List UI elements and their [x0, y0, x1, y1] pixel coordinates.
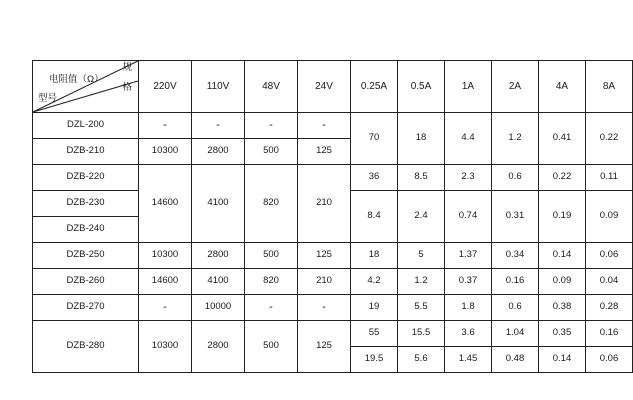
cell-current: 1.45	[445, 347, 492, 373]
cell-current: 70	[351, 113, 398, 165]
cell-current: 19	[351, 295, 398, 321]
spec-table-container	[32, 60, 619, 373]
cell-model: DZB-260	[33, 269, 139, 295]
table-row	[33, 295, 633, 321]
cell-current: 0.22	[586, 113, 633, 165]
header-current-1a: 1A	[445, 61, 492, 113]
cell-current: 0.11	[586, 165, 633, 191]
cell-voltage: 500	[245, 321, 298, 373]
cell-voltage: 820	[245, 165, 298, 243]
corner-label-spec-top: 规	[122, 62, 132, 73]
cell-voltage: 500	[245, 243, 298, 269]
cell-current: 0.34	[492, 243, 539, 269]
cell-current: 0.09	[539, 269, 586, 295]
cell-current: 1.2	[398, 269, 445, 295]
cell-current: 0.6	[492, 165, 539, 191]
specification-table	[32, 60, 633, 373]
cell-voltage: 10300	[139, 321, 192, 373]
table-row	[33, 113, 633, 139]
cell-current: 0.06	[586, 347, 633, 373]
header-voltage-48v: 48V	[245, 61, 298, 113]
table-row	[33, 321, 633, 347]
header-voltage-110v: 110V	[192, 61, 245, 113]
cell-model: DZB-240	[33, 217, 139, 243]
cell-current: 0.16	[492, 269, 539, 295]
cell-current: 5.6	[398, 347, 445, 373]
cell-current: 0.14	[539, 347, 586, 373]
table-row	[33, 165, 633, 191]
cell-current: 55	[351, 321, 398, 347]
cell-current: 0.48	[492, 347, 539, 373]
cell-current: 1.8	[445, 295, 492, 321]
cell-current: 0.04	[586, 269, 633, 295]
cell-voltage: 10000	[192, 295, 245, 321]
header-voltage-220v: 220V	[139, 61, 192, 113]
cell-voltage: 125	[298, 321, 351, 373]
cell-voltage: 125	[298, 243, 351, 269]
cell-voltage: 2800	[192, 139, 245, 165]
cell-current: 18	[398, 113, 445, 165]
cell-voltage: 4100	[192, 165, 245, 243]
cell-voltage: 2800	[192, 321, 245, 373]
corner-label-spec-bottom: 格	[122, 82, 132, 93]
table-row	[33, 243, 633, 269]
cell-voltage: -	[245, 113, 298, 139]
cell-current: 0.09	[586, 191, 633, 243]
cell-current: 2.3	[445, 165, 492, 191]
cell-current: 19.5	[351, 347, 398, 373]
header-current-05a: 0.5A	[398, 61, 445, 113]
cell-current: 0.41	[539, 113, 586, 165]
cell-current: 0.6	[492, 295, 539, 321]
header-current-8a: 8A	[586, 61, 633, 113]
header-current-025a: 0.25A	[351, 61, 398, 113]
cell-model: DZB-230	[33, 191, 139, 217]
header-corner-cell	[33, 61, 139, 113]
cell-voltage: -	[245, 295, 298, 321]
cell-voltage: 14600	[139, 165, 192, 243]
cell-current: 15.5	[398, 321, 445, 347]
cell-model: DZB-270	[33, 295, 139, 321]
cell-voltage: 2800	[192, 243, 245, 269]
cell-current: 0.14	[539, 243, 586, 269]
header-voltage-24v: 24V	[298, 61, 351, 113]
cell-voltage: -	[298, 113, 351, 139]
cell-current: 5.5	[398, 295, 445, 321]
cell-voltage: 4100	[192, 269, 245, 295]
cell-voltage: 500	[245, 139, 298, 165]
header-current-2a: 2A	[492, 61, 539, 113]
cell-current: 8.5	[398, 165, 445, 191]
cell-current: 0.16	[586, 321, 633, 347]
cell-current: 0.06	[586, 243, 633, 269]
corner-label-resistance: 电阻值（Ω）	[49, 74, 104, 85]
cell-current: 4.2	[351, 269, 398, 295]
cell-current: 4.4	[445, 113, 492, 165]
cell-model: DZB-210	[33, 139, 139, 165]
cell-current: 0.31	[492, 191, 539, 243]
cell-voltage: 10300	[139, 139, 192, 165]
header-current-4a: 4A	[539, 61, 586, 113]
cell-voltage: 14600	[139, 269, 192, 295]
cell-voltage: 210	[298, 165, 351, 243]
cell-current: 3.6	[445, 321, 492, 347]
cell-current: 5	[398, 243, 445, 269]
table-row	[33, 269, 633, 295]
cell-voltage: 125	[298, 139, 351, 165]
cell-current: 0.35	[539, 321, 586, 347]
cell-current: 1.37	[445, 243, 492, 269]
cell-current: 2.4	[398, 191, 445, 243]
cell-model: DZB-280	[33, 321, 139, 373]
cell-current: 1.04	[492, 321, 539, 347]
cell-current: 1.2	[492, 113, 539, 165]
cell-model: DZB-220	[33, 165, 139, 191]
cell-current: 0.38	[539, 295, 586, 321]
cell-model: DZB-250	[33, 243, 139, 269]
cell-model: DZL-200	[33, 113, 139, 139]
cell-current: 0.74	[445, 191, 492, 243]
cell-voltage: 820	[245, 269, 298, 295]
cell-current: 0.28	[586, 295, 633, 321]
cell-current: 0.22	[539, 165, 586, 191]
cell-voltage: -	[139, 113, 192, 139]
cell-current: 8.4	[351, 191, 398, 243]
cell-voltage: -	[192, 113, 245, 139]
cell-current: 0.19	[539, 191, 586, 243]
corner-label-model: 型号	[38, 93, 58, 104]
cell-current: 36	[351, 165, 398, 191]
cell-voltage: 10300	[139, 243, 192, 269]
cell-voltage: -	[298, 295, 351, 321]
cell-current: 18	[351, 243, 398, 269]
cell-voltage: -	[139, 295, 192, 321]
cell-voltage: 210	[298, 269, 351, 295]
cell-current: 0.37	[445, 269, 492, 295]
